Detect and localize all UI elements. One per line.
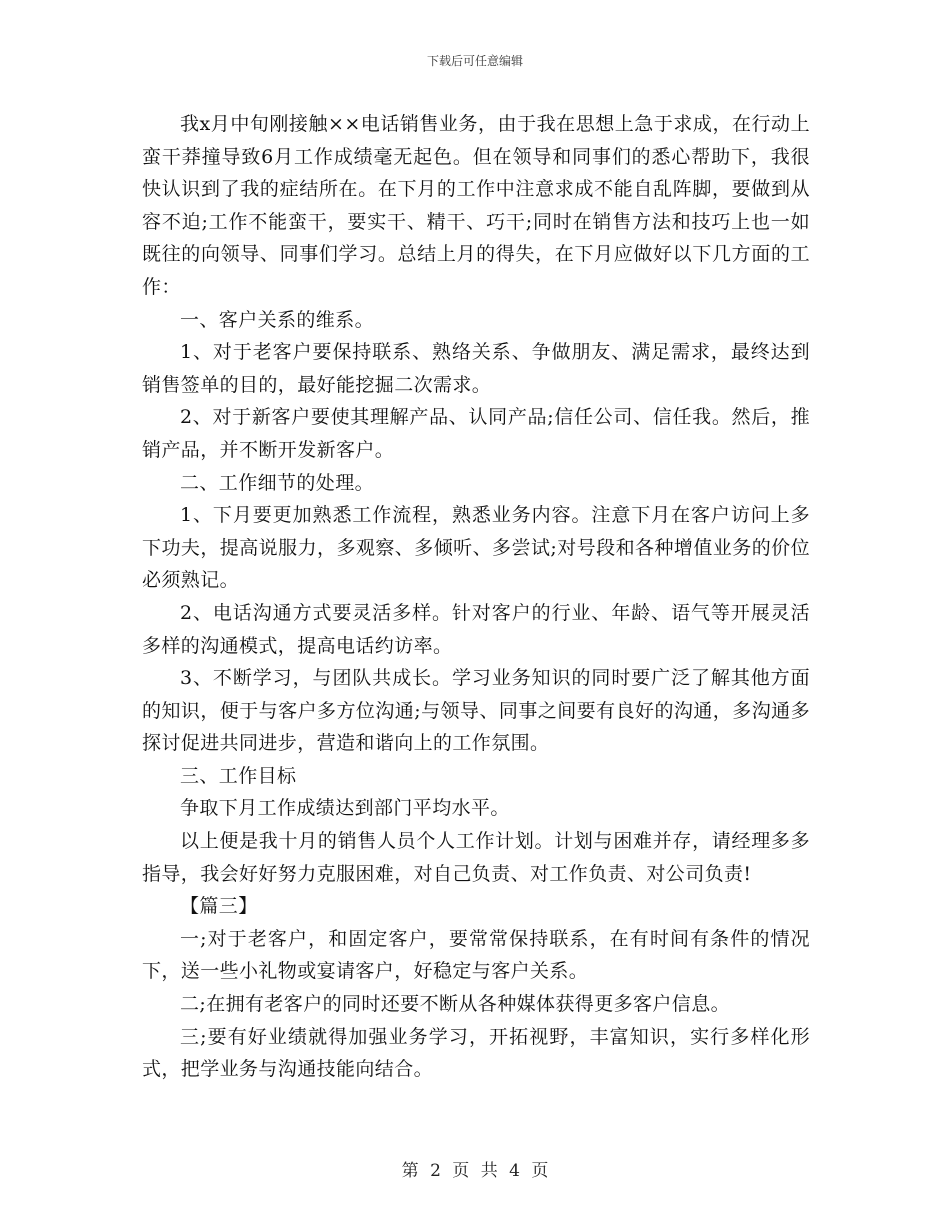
paragraph-intro: 我x月中旬刚接触××电话销售业务，由于我在思想上急于求成，在行动上蛮干莽撞导致6月工作成绩毫无起色。但在领导和同事们的悉心帮助下，我很快认识到了我的症结所在。在下月的工作中注意求成不能自乱阵脚，要做到从容不迫;工作不能蛮干，要实干、精干、巧干;同时在销售方法和技巧上也一如既往的向领导、同事们学习。总结上月的得失，在下月应做好以下几方面的工作： — [142, 113, 810, 298]
paragraph-new-customers: 2、对于新客户要使其理解产品、认同产品;信任公司、信任我。然后，推销产品，并不断开发新客户。 — [142, 406, 810, 461]
paragraph-point-three: 三;要有好业绩就得加强业务学习，开拓视野，丰富知识，实行多样化形式，把学业务与沟通技能向结合。 — [142, 1025, 810, 1081]
paragraph-workflow: 1、下月要更加熟悉工作流程，熟悉业务内容。注意下月在客户访问上多下功夫，提高说服力，多观察、多倾听、多尝试;对号段和各种增值业务的价位必须熟记。 — [142, 504, 810, 592]
paragraph-point-two: 二;在拥有老客户的同时还要不断从各种媒体获得更多客户信息。 — [180, 993, 731, 1016]
paragraph-goal: 争取下月工作成绩达到部门平均水平。 — [180, 797, 510, 820]
section-heading-customer-relations: 一、客户关系的维系。 — [180, 308, 375, 331]
document-body — [142, 108, 810, 1086]
page-number-footer: 第 2 页 共 4 页 — [401, 1161, 549, 1181]
section-heading-work-goals: 三、工作目标 — [180, 764, 297, 787]
paragraph-conclusion: 以上便是我十月的销售人员个人工作计划。计划与困难并存，请经理多多指导，我会好好努力克服困难，对自己负责、对工作负责、对公司负责! — [142, 830, 810, 885]
section-heading-work-details: 二、工作细节的处理。 — [180, 471, 375, 494]
paragraph-learning: 3、不断学习，与团队共成长。学习业务知识的同时要广泛了解其他方面的知识，便于与客户多方位沟通;与领导、同事之间要有良好的沟通，多沟通多探讨促进共同进步，营造和谐向上的工作氛围。 — [142, 667, 810, 755]
section-heading-part-three: 【篇三】 — [180, 895, 258, 918]
paragraph-old-customers: 1、对于老客户要保持联系、熟络关系、争做朋友、满足需求，最终达到销售签单的目的，最好能挖掘二次需求。 — [142, 341, 810, 396]
paragraph-point-one: 一;对于老客户，和固定客户，要常常保持联系，在有时间有条件的情况下，送一些小礼物或宴请客户，好稳定与客户关系。 — [142, 927, 810, 983]
page-header: 下载后可任意编辑 — [426, 54, 523, 68]
paragraph-phone-communication: 2、电话沟通方式要灵活多样。针对客户的行业、年龄、语气等开展灵活多样的沟通模式，提高电话约访率。 — [142, 601, 810, 657]
